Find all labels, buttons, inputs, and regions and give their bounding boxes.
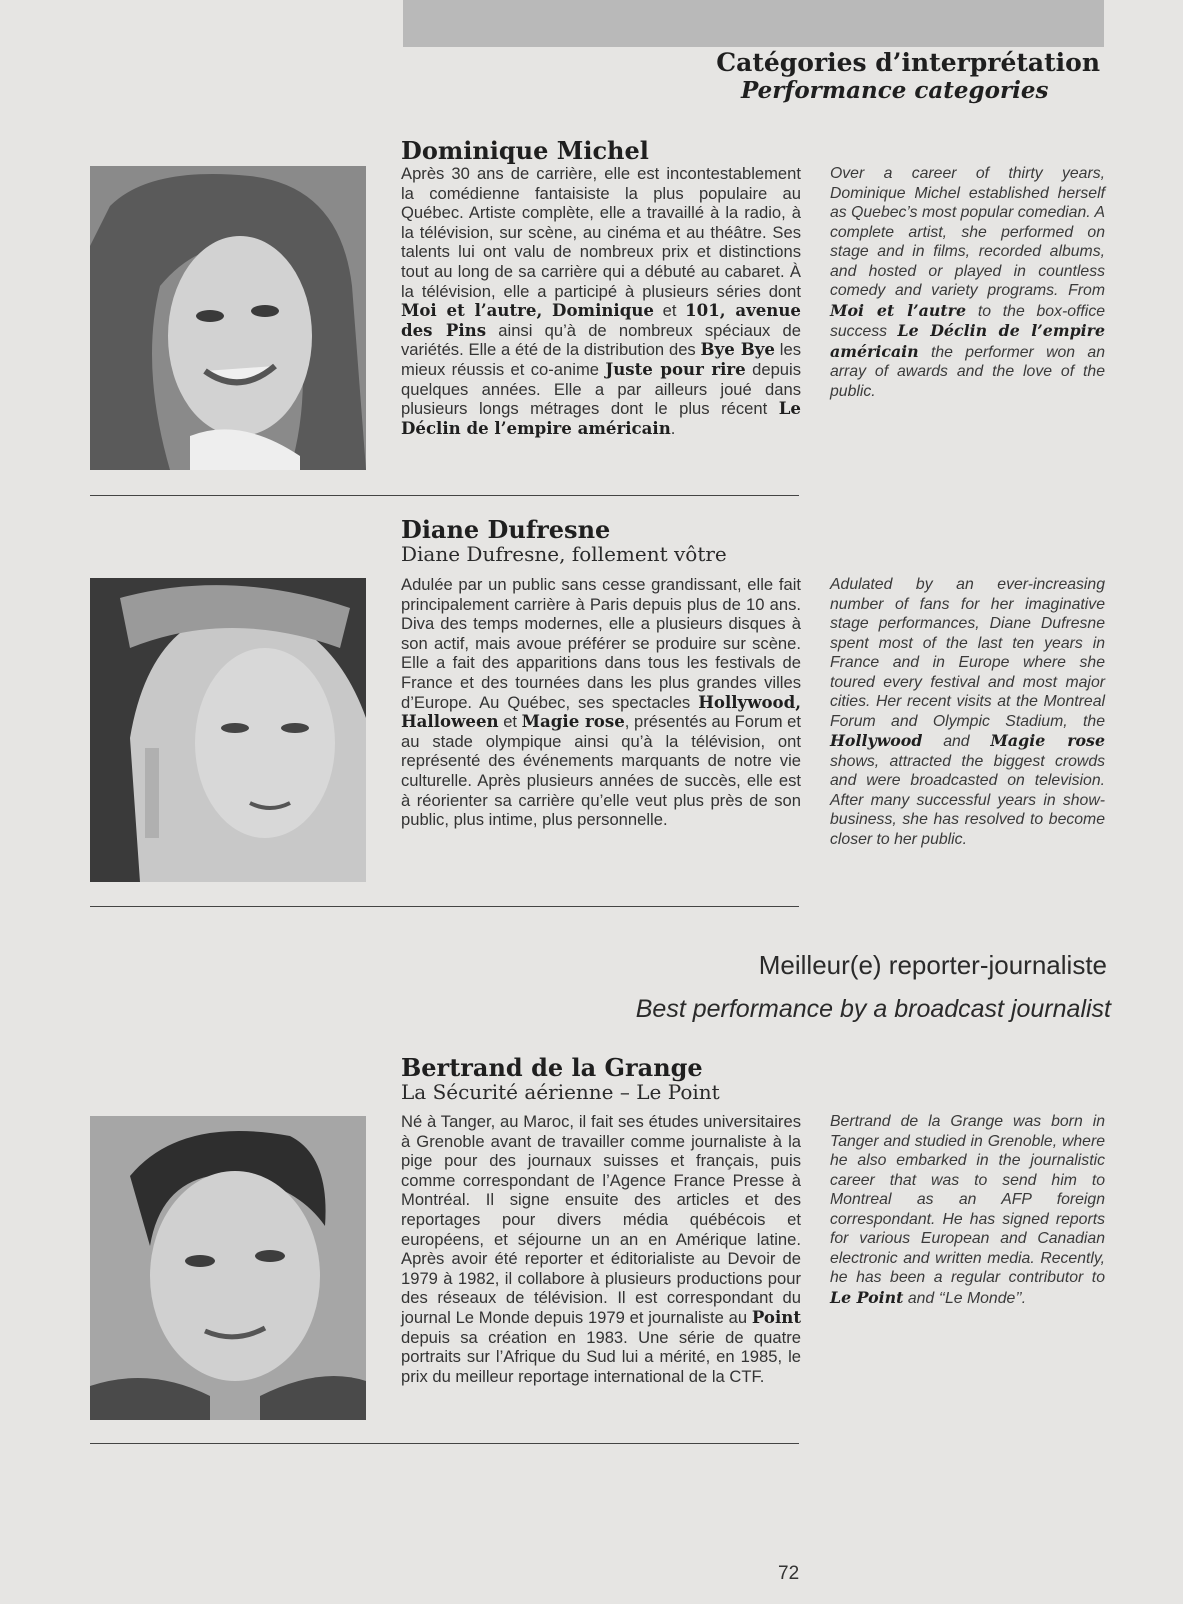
- header-gray-bar: [403, 0, 1104, 47]
- portrait-photo-icon: [90, 166, 366, 470]
- nominee-name: Diane Dufresne: [401, 515, 611, 544]
- bio-en: Bertrand de la Grange was born in Tanger and studied in Grenoble, where he also embarked in the journalistic career that was to send him to Montreal as an AFP foreign correspondant. He has signed reports for various European and Canadian electronic and written media. Recently, he has been a regular contributor to Le Point and ‘‘Le Monde’’.: [830, 1113, 1105, 1307]
- portrait-photo-icon: [90, 578, 366, 882]
- program-title: La Sécurité aérienne – Le Point: [401, 1080, 720, 1104]
- page-category-title-fr: Catégories d’interprétation: [716, 48, 1100, 77]
- page-number: 72: [778, 1563, 800, 1584]
- bio-en: Over a career of thirty years, Dominique Michel established herself as Quebec’s most popular comedian. A complete artist, she performed on stage and in films, recorded albums, and hosted or played in countless comedy and variety programs. From Moi et l’autre to the box-office success Le Déclin de l’empire américain the performer won an array of awards and the love of the public.: [830, 165, 1105, 400]
- bio-fr: Après 30 ans de carrière, elle est incontestablement la comédienne fantaisiste la plus populaire au Québec. Artiste complète, elle a travaillé à la radio, à la télévision, sur scène, au cinéma et au théâtre. Ses talents lui ont valu de nombreux prix et distinctions tout au long de sa carrière qui a débuté au cabaret. À la télévision, elle a participé à plusieurs séries dont Moi et l’autre, Dominique et 101, avenue des Pins ainsi qu’à de nombreux spéciaux de variétés. Elle a été de la distribution des Bye Bye les mieux réussis et co-anime Juste pour rire depuis quelques années. Elle a par ailleurs joué dans plusieurs longs métrages dont le plus récent Le Déclin de l’empire américain.: [401, 164, 802, 438]
- nominee-name: Bertrand de la Grange: [401, 1053, 703, 1082]
- page-category-title-en: Performance categories: [741, 77, 1049, 104]
- bio-fr: Né à Tanger, au Maroc, il fait ses études universitaires à Grenoble avant de travailler comme journaliste à la pige pour des journaux suisses et français, puis comme correspondant de l’Agence France Presse à Montréal. Il signe ensuite des articles et des reportages pour divers média québécois et européens, et séjourne un an en Amérique latine. Après avoir été reporter et éditorialiste au Devoir de 1979 à 1982, il collabore à plusieurs productions pour des réseaux de télévision. Il est correspondant du journal Le Monde depuis 1979 et journaliste au Point depuis sa création en 1983. Une série de quatre portraits sur l’Afrique du Sud lui a mérité, en 1985, le prix du meilleur reportage international de la CTF.: [401, 1112, 801, 1386]
- award-category-title-fr: Meilleur(e) reporter-journaliste: [758, 950, 1107, 980]
- bio-fr: Adulée par un public sans cesse grandissant, elle fait principalement carrière à Paris depuis plus de 10 ans. Diva des temps modernes, elle a plusieurs disques à son actif, mais avoue préférer se produire sur scène. Elle a fait des apparitions dans tous les festivals de France et des tournées dans les plus grandes villes d’Europe. Au Québec, ses spectacles Hollywood, Halloween et Magie rose, présentés au Forum et au stade olympique ainsi qu’à la télévision, ont représenté des événements marquants de notre vie culturelle. Après plusieurs années de succès, elle est à réorienter sa carrière qu’elle veut plus près de son public, plus intime, plus personnelle.: [401, 575, 801, 830]
- diane-dufresne-photo: [90, 578, 366, 882]
- bio-en: Adulated by an ever-increasing number of fans for her imaginative stage performances, Diane Dufresne spent most of the last ten years in France and in Europe where she toured every festival and most major cities. Her recent visits at the Montreal Forum and Olympic Stadium, the Hollywood and Magie rose shows, attracted the biggest crowds and were broadcasted on television. After many successful years in show-business, she has resolved to become closer to her public.: [830, 576, 1106, 848]
- nominee-name: Dominique Michel: [401, 136, 649, 165]
- divider: [90, 495, 799, 496]
- divider: [90, 1443, 799, 1444]
- bertrand-de-la-grange-photo: [90, 1116, 366, 1420]
- award-category-title-en: Best performance by a broadcast journalist: [635, 995, 1111, 1023]
- divider: [90, 906, 799, 907]
- dominique-michel-photo: [90, 166, 366, 470]
- program-title: Diane Dufresne, follement vôtre: [401, 542, 727, 566]
- portrait-photo-icon: [90, 1116, 366, 1420]
